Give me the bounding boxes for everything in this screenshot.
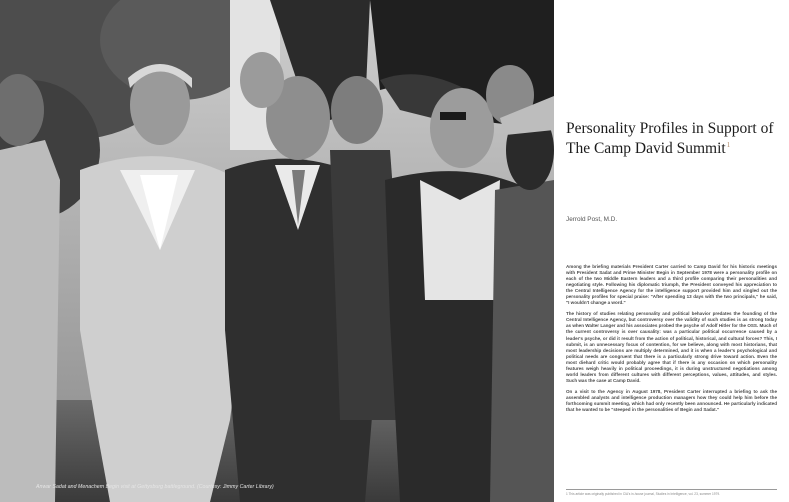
article-title-text: Personality Profiles in Support of The Camp David Summit bbox=[566, 120, 774, 158]
body-paragraph: On a visit to the Agency in August 1978, President Carter interrupted a briefing to ask the assembled analysts and intelligence production managers how they could help him before the forthcoming summit meeting, which had only recently been announced. He particularly indicated that he wanted to be "steeped in the personalities of Begin and Sadat." bbox=[566, 388, 777, 413]
body-paragraph: The history of studies relating personality and political behavior predates the founding of the Central Intelligence Agency, but controversy over the validity of such studies is as strong today as when Walter Langer and his associates probed the psyche of Adolf Hitler for the OSS. Much of the current controversy is over causality: was a particular political occurrence caused by a leader's psyche, or did it result from the action of political, historical, and cultural forces? This, I submit, is an unnecessary focus of contention, for we believe, along with most historians, that most leadership decisions are multiply determined, and it is when a leader's psychological and political needs are congruent that there is a particularly strong drive toward action. Even the most diehard critic would probably agree that if there is any occasion on which personality features weigh heavily in political proceedings, it is during unstructured negotiations among world leaders from different cultures with different perceptions, values, attitudes, and styles. Such was the case at Camp David. bbox=[566, 311, 777, 383]
footnote-divider bbox=[566, 489, 777, 490]
photo-caption: Anwar Sadat and Menachem Begin visit at Gettysburg battleground. (Courtesy: Jimmy Carter Library) bbox=[36, 484, 274, 490]
article-author: Jerrold Post, M.D. bbox=[566, 216, 618, 223]
footnote-text: 1 This article was originally published in CIA's in-house journal, Studies in Intelligence, vol. 23, summer 1979. bbox=[566, 492, 720, 496]
article-title bbox=[566, 120, 781, 157]
body-paragraph: Among the briefing materials President Carter carried to Camp David for his historic meetings with President Sadat and Prime Minister Begin in September 1978 were a personality profile on each of the two Middle Eastern leaders and a third profile comparing their personalities and negotiating style. Following his diplomatic triumph, the President conveyed his appreciation to the Central Intelligence Agency for the intelligence support provided him and singled out the personality profiles for special praise: "After spending 13 days with the two principals," he said, "I wouldn't change a word." bbox=[566, 264, 777, 306]
footnote-marker: 1 bbox=[726, 141, 731, 149]
article-body bbox=[566, 264, 777, 418]
article-column bbox=[554, 0, 789, 502]
